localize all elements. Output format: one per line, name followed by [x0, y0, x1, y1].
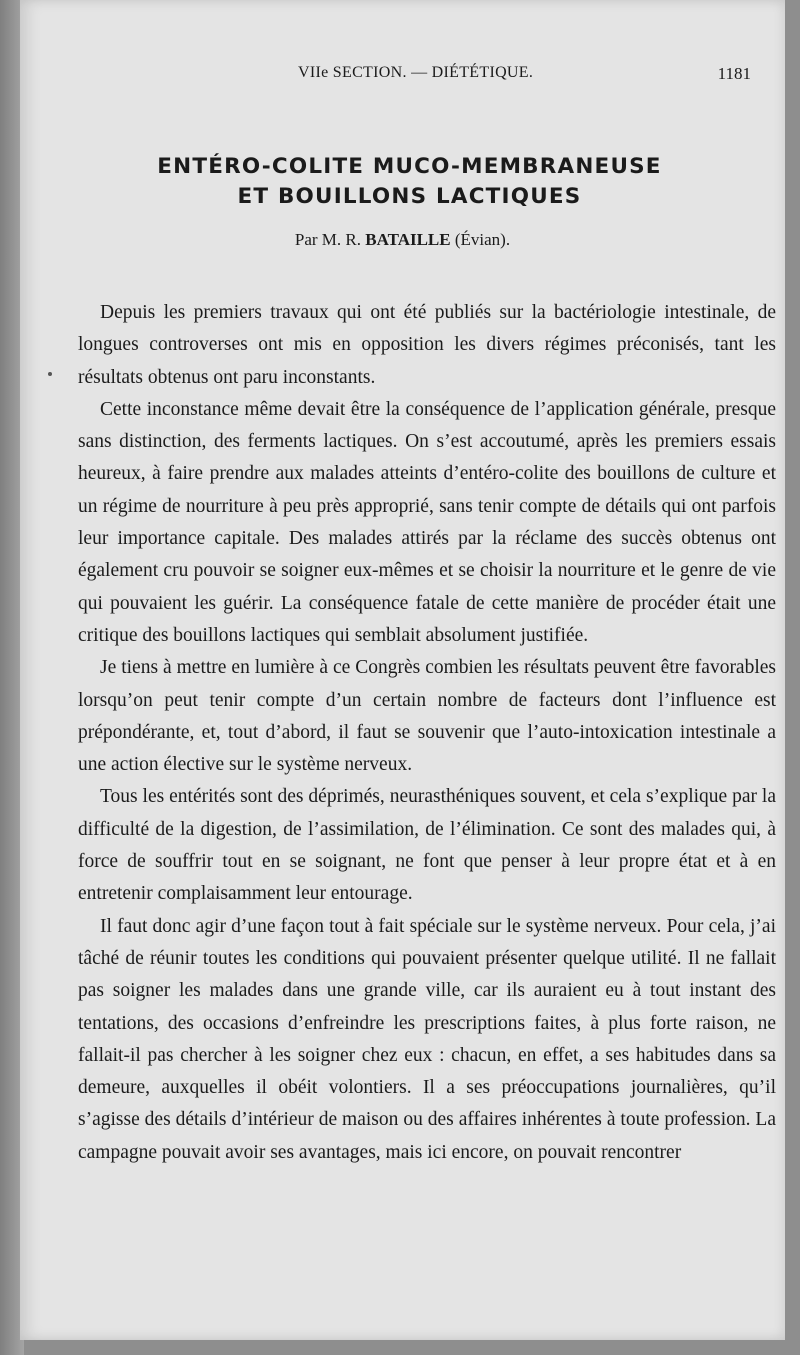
article-title: [20, 152, 785, 212]
page-number: 1181: [717, 64, 751, 83]
book-page: [20, 0, 785, 1340]
ink-speck: [48, 372, 52, 376]
article-body: [78, 297, 776, 1169]
paragraph-1: Depuis les premiers travaux qui ont été publiés sur la bactériologie intestinale, de longues controverses ont mis en opposition les divers régimes préconisés, tant les résultats obtenus ont paru inconstants.: [78, 302, 776, 388]
byline-prefix: Par M. R.: [294, 230, 366, 249]
author-name: BATAILLE: [365, 230, 451, 249]
paragraph-5: Il faut donc agir d’une façon tout à fait spéciale sur le système nerveux. Pour cela, j’ai tâché de réunir toutes les conditions qui pouvaient présenter quelque utilité. Il ne fallait pas soigner les malades dans une grande ville, car ils auraient eu à tout instant des tentations, des occasions d’enfreindre les prescriptions faites, à plus forte raison, ne fallait-il pas chercher à les soigner chez eux : chacun, en effet, a ses habitudes dans sa demeure, auxquelles il obéit volontiers. Il a ses préoccupations journalières, qu’il s’agisse des détails d’intérieur de maison ou des affaires inhérentes à toute profession. La campagne pouvait avoir ses avantages, mais ici encore, on pouvait rencontrer: [78, 915, 776, 1163]
title-line-2: ET BOUILLONS LACTIQUES: [237, 184, 582, 209]
running-header: [20, 64, 785, 92]
paragraph-3: Je tiens à mettre en lumière à ce Congrès combien les résultats peuvent être favorables lorsqu’on peut tenir compte d’un certain nombre de facteurs dont l’influence est prépondérante, et, tout d’abord, il faut se souvenir que l’auto-intoxication intestinale a une action élective sur le système nerveux.: [78, 657, 776, 776]
paragraph-4: Tous les entérités sont des déprimés, neurasthéniques souvent, et cela s’explique par la difficulté de la digestion, de l’assimilation, de l’élimination. Ce sont des malades qui, à force de souffrir tout en se soignant, ne font que penser à leur propre état et à en entretenir complaisamment leur entourage.: [78, 786, 776, 905]
paragraph-2: Cette inconstance même devait être la conséquence de l’application générale, presque sans distinction, des ferments lactiques. On s’est accoutumé, après les premiers essais heureux, à faire prendre aux malades atteints d’entéro-colite des bouillons de culture et un régime de nourriture à peu près approprié, sans tenir compte de détails qui ont parfois leur importance capitale. Des malades attirés par la réclame des succès obtenus ont également cru pouvoir se soigner eux-mêmes et se choisir la nourriture et le genre de vie qui pouvaient les guérir. La conséquence fatale de cette manière de procéder était une critique des bouillons lactiques qui semblait absolument justifiée.: [78, 398, 776, 646]
title-line-1: ENTÉRO-COLITE MUCO-MEMBRANEUSE: [157, 154, 662, 179]
section-heading: VIIe SECTION. — DIÉTÉTIQUE.: [298, 64, 534, 81]
byline: [20, 230, 785, 250]
author-affiliation: (Évian).: [450, 230, 511, 249]
